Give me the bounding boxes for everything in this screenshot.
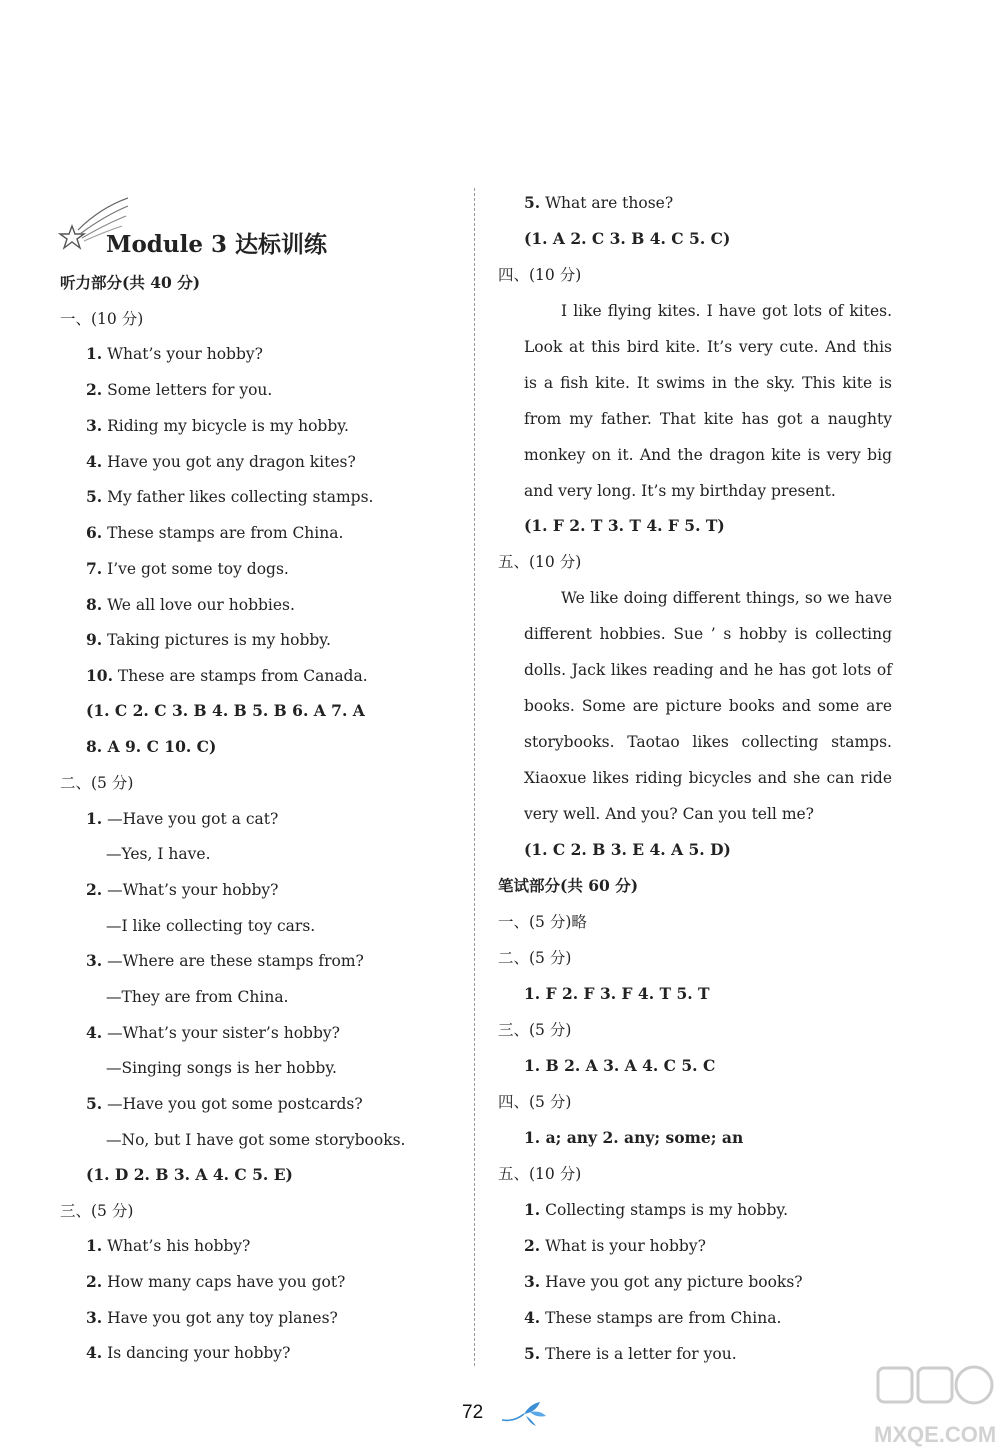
leaf-ornament-icon [500, 1398, 550, 1428]
section-header: 四、(10 分) [498, 266, 582, 284]
list-item: 4. Have you got any dragon kites? [86, 452, 356, 471]
answer-key: 1. F 2. F 3. F 4. T 5. T [524, 984, 710, 1003]
list-item: 3. Have you got any toy planes? [86, 1308, 338, 1327]
section-header: 一、(5 分)略 [498, 913, 587, 931]
watermark-logo [870, 1360, 1000, 1451]
dialogue-question: 1. —Have you got a cat? [86, 809, 279, 828]
answer-key: 1. B 2. A 3. A 4. C 5. C [524, 1056, 716, 1075]
list-item: 5. My father likes collecting stamps. [86, 487, 374, 506]
dialogue-answer: —No, but I have got some storybooks. [106, 1131, 406, 1149]
list-item: 7. I’ve got some toy dogs. [86, 559, 289, 578]
dialogue-answer: —They are from China. [106, 988, 289, 1006]
list-item: 5. What are those? [524, 193, 674, 212]
section-header: 五、(10 分) [498, 1165, 582, 1183]
list-item: 8. We all love our hobbies. [86, 595, 295, 614]
section-header: 三、(5 分) [498, 1021, 572, 1039]
page-title: Module 3 达标训练 [106, 231, 327, 258]
passage-line: Look at this bird kite. It’s very cute. And this [524, 338, 892, 356]
list-item: 2. Some letters for you. [86, 380, 273, 399]
list-item: 4. These stamps are from China. [524, 1308, 782, 1327]
list-item: 3. Have you got any picture books? [524, 1272, 803, 1291]
dialogue-answer: —Yes, I have. [106, 845, 211, 863]
passage-line: from my father. That kite has got a naughty [524, 410, 892, 428]
answer-key: 8. A 9. C 10. C) [86, 737, 217, 756]
passage-line: storybooks. Taotao likes collecting stamps. [524, 733, 892, 751]
answer-key: 1. a; any 2. any; some; an [524, 1128, 744, 1147]
section-header: 二、(5 分) [60, 774, 134, 792]
list-item: 2. What is your hobby? [524, 1236, 706, 1255]
section-header: 五、(10 分) [498, 553, 582, 571]
list-item: 4. Is dancing your hobby? [86, 1343, 291, 1362]
section-header: 二、(5 分) [498, 949, 572, 967]
answer-key: (1. F 2. T 3. T 4. F 5. T) [524, 516, 725, 535]
written-section-header: 笔试部分(共 60 分) [498, 876, 639, 895]
list-item: 1. What’s your hobby? [86, 344, 263, 363]
passage-line: books. Some are picture books and some are [524, 697, 892, 715]
dialogue-question: 4. —What’s your sister’s hobby? [86, 1023, 340, 1042]
dialogue-answer: —I like collecting toy cars. [106, 917, 316, 935]
answer-key: (1. C 2. B 3. E 4. A 5. D) [524, 840, 731, 859]
list-item: 6. These stamps are from China. [86, 523, 344, 542]
section-header: 四、(5 分) [498, 1093, 572, 1111]
list-item: 2. How many caps have you got? [86, 1272, 346, 1291]
passage-line: very well. And you? Can you tell me? [524, 805, 814, 823]
list-item: 5. There is a letter for you. [524, 1344, 737, 1363]
list-item: 9. Taking pictures is my hobby. [86, 630, 331, 649]
passage-line: Xiaoxue likes riding bicycles and she can ride [524, 769, 892, 787]
dialogue-question: 2. —What’s your hobby? [86, 880, 279, 899]
page-number: 72 [462, 1402, 484, 1423]
answer-key: (1. C 2. C 3. B 4. B 5. B 6. A 7. A [86, 701, 365, 720]
answer-key: (1. A 2. C 3. B 4. C 5. C) [524, 229, 731, 248]
watermark-text: MXQE.COM [874, 1422, 997, 1447]
passage-line: I like flying kites. I have got lots of kites. [561, 302, 892, 320]
list-item: 1. What’s his hobby? [86, 1236, 251, 1255]
column-divider [474, 188, 475, 1366]
passage-line: We like doing different things, so we have [561, 589, 892, 607]
dialogue-question: 3. —Where are these stamps from? [86, 951, 364, 970]
passage-line: dolls. Jack likes reading and he has got lots of [524, 661, 892, 679]
list-item: 3. Riding my bicycle is my hobby. [86, 416, 349, 435]
dialogue-answer: —Singing songs is her hobby. [106, 1059, 337, 1077]
section-header: 三、(5 分) [60, 1202, 134, 1220]
dialogue-question: 5. —Have you got some postcards? [86, 1094, 363, 1113]
answer-key: (1. D 2. B 3. A 4. C 5. E) [86, 1165, 293, 1184]
listening-section-header: 听力部分(共 40 分) [60, 273, 201, 292]
section-header: 一、(10 分) [60, 310, 144, 328]
passage-line: is a fish kite. It swims in the sky. This kite is [524, 374, 892, 392]
passage-line: monkey on it. And the dragon kite is very big [524, 446, 892, 464]
list-item: 1. Collecting stamps is my hobby. [524, 1200, 789, 1219]
passage-line: and very long. It’s my birthday present. [524, 482, 836, 500]
passage-line: different hobbies. Sue ’ s hobby is collecting [524, 625, 892, 643]
list-item: 10. These are stamps from Canada. [86, 666, 368, 685]
